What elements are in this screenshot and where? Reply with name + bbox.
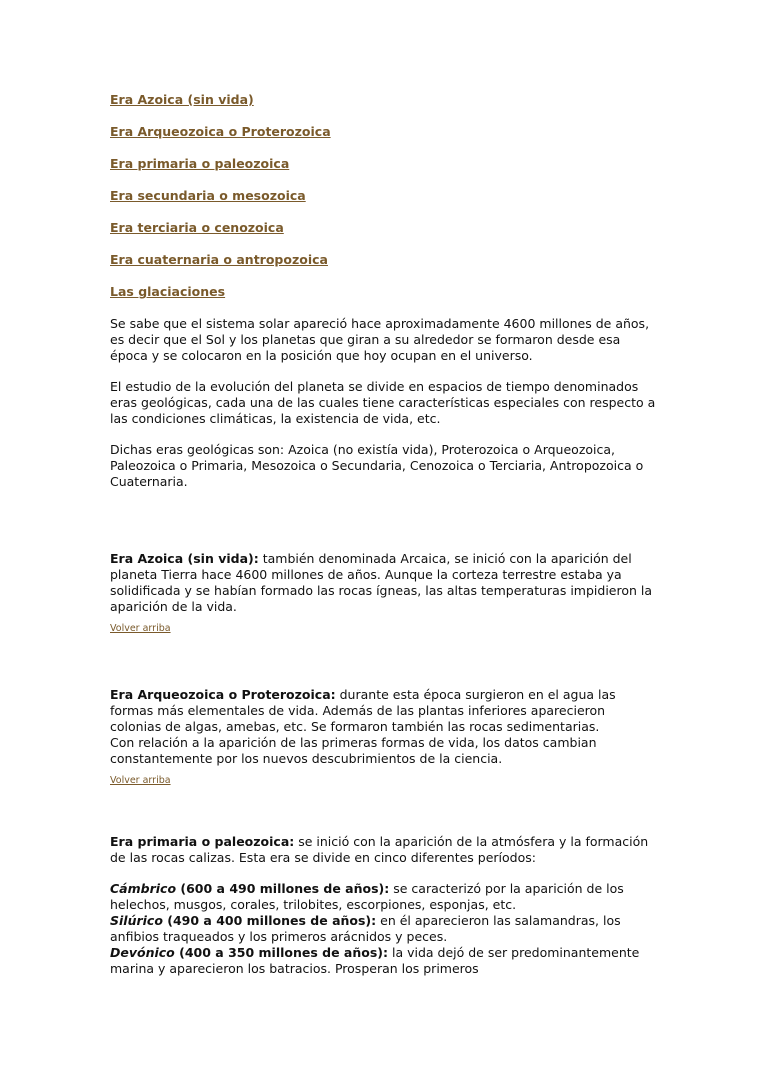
period-silurico bbox=[110, 913, 658, 945]
period-name: Silúrico bbox=[110, 913, 163, 928]
azoica-title: Era Azoica (sin vida): bbox=[110, 551, 259, 566]
period-range: (600 a 490 millones de años): bbox=[176, 881, 390, 896]
section-azoica bbox=[110, 551, 658, 635]
arqueozoica-title: Era Arqueozoica o Proterozoica: bbox=[110, 687, 336, 702]
arqueozoica-text: durante esta época surgieron en el agua las formas más elementales de vida. Además de las plantas inferiores aparecieron colonias de algas, amebas, etc. Se formaron también las rocas sedimentarias. bbox=[110, 687, 616, 734]
period-range: (400 a 350 millones de años): bbox=[174, 945, 389, 960]
table-of-contents bbox=[110, 92, 658, 300]
intro-paragraph-1: Se sabe que el sistema solar apareció hace aproximadamente 4600 millones de años, es decir que el Sol y los planetas que giran a su alrededor se formaron desde esa época y se colocaron en la posición que hoy ocupan en el universo. bbox=[110, 316, 650, 363]
intro-paragraph-2: El estudio de la evolución del planeta se divide en espacios de tiempo denominados eras geológicas, cada una de las cuales tiene características especiales con respecto a las condiciones climáticas, la existencia de vida, etc. bbox=[110, 379, 656, 426]
toc-link-arqueozoica[interactable]: Era Arqueozoica o Proterozoica bbox=[110, 124, 331, 139]
azoica-text: también denominada Arcaica, se inició con la aparición del planeta Tierra hace 4600 millones de años. Aunque la corteza terrestre estaba ya solidificada y se habían formado las rocas ígneas, las altas temperaturas impidieron la aparición de la vida. bbox=[110, 551, 653, 614]
toc-link-glaciaciones[interactable]: Las glaciaciones bbox=[110, 284, 226, 299]
toc-link-azoica[interactable]: Era Azoica (sin vida) bbox=[110, 92, 254, 107]
period-text: se caracterizó por la aparición de los helechos, musgos, corales, trilobites, escorpiones, esponjas, etc. bbox=[110, 881, 624, 912]
back-to-top-link[interactable]: Volver arriba bbox=[110, 775, 171, 786]
period-name: Cámbrico bbox=[110, 881, 177, 896]
azoica-paragraph bbox=[110, 551, 658, 615]
toc-link-mesozoica[interactable]: Era secundaria o mesozoica bbox=[110, 188, 306, 203]
toc-link-antropozoica[interactable]: Era cuaternaria o antropozoica bbox=[110, 252, 328, 267]
toc-link-paleozoica[interactable]: Era primaria o paleozoica bbox=[110, 156, 290, 171]
paleozoica-paragraph bbox=[110, 834, 658, 866]
arqueozoica-text-2: Con relación a la aparición de las primeras formas de vida, los datos cambian constantemente por los nuevos descubrimientos de la ciencia. bbox=[110, 735, 597, 766]
period-devonico bbox=[110, 945, 658, 977]
document-page bbox=[110, 92, 658, 977]
toc-link-cenozoica[interactable]: Era terciaria o cenozoica bbox=[110, 220, 284, 235]
period-name: Devónico bbox=[110, 945, 175, 960]
section-arqueozoica bbox=[110, 687, 658, 787]
paleozoica-title: Era primaria o paleozoica: bbox=[110, 834, 295, 849]
period-range: (490 a 400 millones de años): bbox=[162, 913, 377, 928]
intro-paragraph-3: Dichas eras geológicas son: Azoica (no existía vida), Proterozoica o Arqueozoica, Paleozoica o Primaria, Mesozoica o Secundaria, Cenozoica o Terciaria, Antropozoica o Cuaternaria. bbox=[110, 442, 644, 489]
period-text: la vida dejó de ser predominantemente marina y aparecieron los batracios. Prosperan los primeros bbox=[110, 945, 640, 976]
period-text: en él aparecieron las salamandras, los anfibios traqueados y los primeros arácnidos y peces. bbox=[110, 913, 621, 944]
back-to-top-link[interactable]: Volver arriba bbox=[110, 623, 171, 634]
period-cambrico bbox=[110, 881, 658, 913]
arqueozoica-paragraph bbox=[110, 687, 658, 767]
section-paleozoica bbox=[110, 834, 658, 977]
paleozoica-text: se inició con la aparición de la atmósfera y la formación de las rocas calizas. Esta era se divide en cinco diferentes períodos: bbox=[110, 834, 649, 865]
